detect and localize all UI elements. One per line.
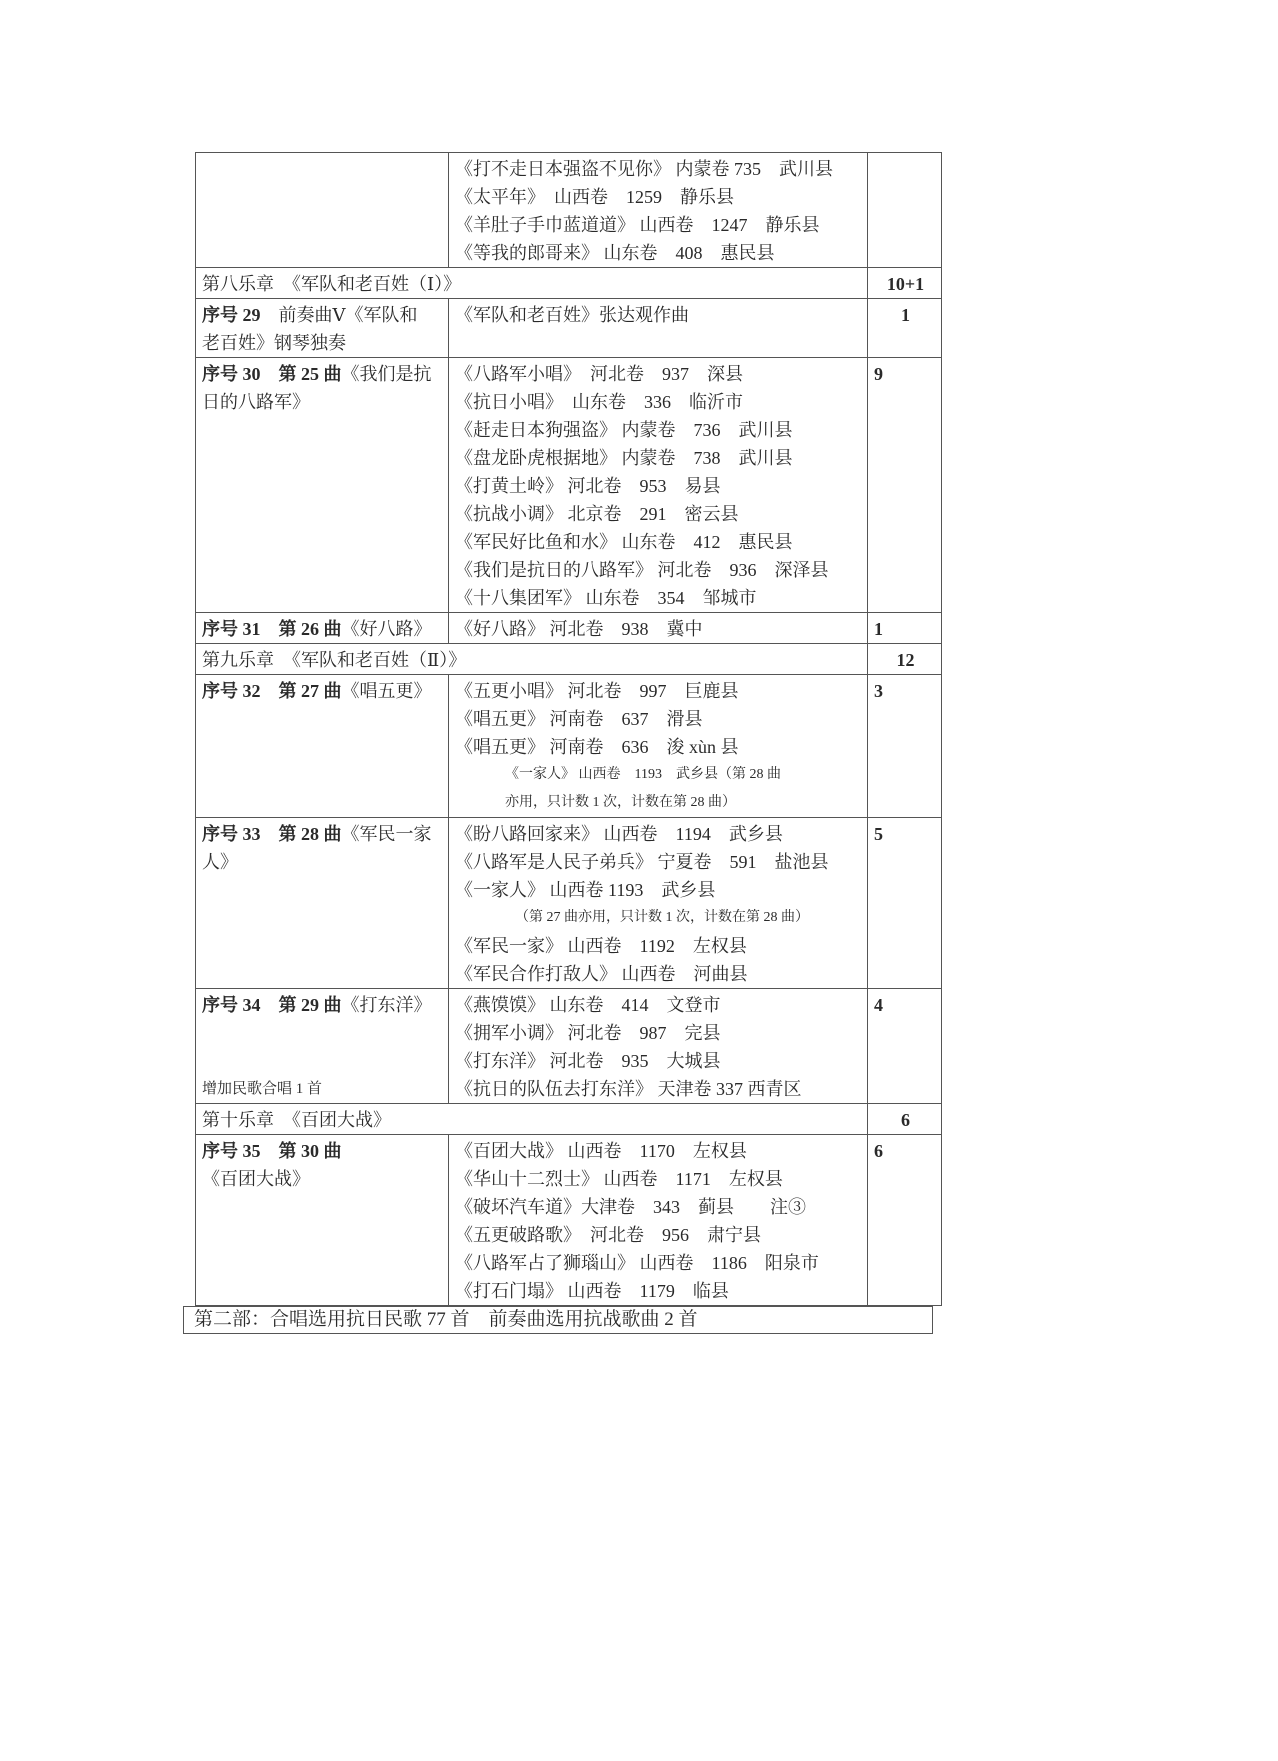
song-entry: 《军民一家》 山西卷 1192 左权县 bbox=[455, 936, 747, 956]
song-count: 3 bbox=[868, 675, 942, 818]
song-count: 12 bbox=[868, 644, 942, 675]
table-row bbox=[196, 153, 942, 268]
songs-cell bbox=[449, 299, 868, 358]
section-label: 序号 33 第 28 曲《军民一家 bbox=[202, 824, 432, 844]
section-label: 人》 bbox=[202, 852, 238, 872]
song-entry: 《羊肚子手巾蓝道道》 山西卷 1247 静乐县 bbox=[455, 215, 820, 235]
section-label: 序号 34 第 29 曲《打东洋》 bbox=[202, 995, 432, 1015]
songs-cell bbox=[449, 153, 868, 268]
section-cell bbox=[196, 818, 449, 989]
song-entry: 《打不走日本强盗不见你》 内蒙卷 735 武川县 bbox=[455, 159, 833, 179]
songs-cell bbox=[449, 613, 868, 644]
song-entry: 《抗日小唱》 山东卷 336 临沂市 bbox=[455, 392, 743, 412]
song-entry: 《抗日的队伍去打东洋》 天津卷 337 西青区 bbox=[455, 1079, 802, 1099]
song-count: 1 bbox=[868, 299, 942, 358]
section-label: 日的八路军》 bbox=[202, 392, 310, 412]
section-cell bbox=[196, 989, 449, 1104]
song-entry: 《盘龙卧虎根据地》 内蒙卷 738 武川县 bbox=[455, 448, 793, 468]
song-entry: 《八路军占了狮瑙山》 山西卷 1186 阳泉市 bbox=[455, 1253, 819, 1273]
section-label: 老百姓》钢琴独奏 bbox=[202, 333, 346, 353]
section-cell bbox=[196, 358, 449, 613]
song-entry: 《好八路》 河北卷 938 冀中 bbox=[455, 619, 703, 639]
song-note: 亦用，只计数 1 次，计数在第 28 曲） bbox=[505, 795, 736, 810]
song-entry: 《我们是抗日的八路军》 河北卷 936 深泽县 bbox=[455, 560, 829, 580]
songs-cell bbox=[449, 675, 868, 818]
song-entry: 《一家人》 山西卷 1193 武乡县 bbox=[455, 880, 716, 900]
chapter-row bbox=[196, 644, 942, 675]
song-entry: 《打石门塌》 山西卷 1179 临县 bbox=[455, 1281, 729, 1301]
chapter-title: 第十乐章 《百团大战》 bbox=[196, 1104, 868, 1135]
song-entry: 《太平年》 山西卷 1259 静乐县 bbox=[455, 187, 734, 207]
chapter-row bbox=[196, 1104, 942, 1135]
song-entry: 《百团大战》 山西卷 1170 左权县 bbox=[455, 1141, 747, 1161]
songs-cell bbox=[449, 1135, 868, 1306]
table-row bbox=[196, 989, 942, 1104]
song-count bbox=[868, 153, 942, 268]
section-cell bbox=[196, 1135, 449, 1306]
section-label: 序号 30 第 25 曲《我们是抗 bbox=[202, 364, 432, 384]
table-row bbox=[196, 299, 942, 358]
section-cell bbox=[196, 299, 449, 358]
songs-cell bbox=[449, 358, 868, 613]
song-entry: 《军民好比鱼和水》 山东卷 412 惠民县 bbox=[455, 532, 793, 552]
section-note: 增加民歌合唱 1 首 bbox=[202, 1081, 323, 1097]
section-cell bbox=[196, 613, 449, 644]
song-entry: 《等我的郎哥来》 山东卷 408 惠民县 bbox=[455, 243, 775, 263]
song-entry: 《八路军是人民子弟兵》 宁夏卷 591 盐池县 bbox=[455, 852, 829, 872]
song-count: 6 bbox=[868, 1104, 942, 1135]
song-count: 5 bbox=[868, 818, 942, 989]
section-label: 序号 35 第 30 曲《百团大战》 bbox=[202, 1141, 342, 1189]
table-row bbox=[196, 1135, 942, 1306]
song-count: 10+1 bbox=[868, 268, 942, 299]
song-entry: 《五更小唱》 河北卷 997 巨鹿县 bbox=[455, 681, 739, 701]
song-count: 4 bbox=[868, 989, 942, 1104]
song-entry: 《燕馍馍》 山东卷 414 文登市 bbox=[455, 995, 721, 1015]
song-note: （第 27 曲亦用，只计数 1 次，计数在第 28 曲） bbox=[515, 910, 809, 925]
table-row bbox=[196, 613, 942, 644]
chapter-row bbox=[196, 268, 942, 299]
table-row bbox=[196, 818, 942, 989]
song-entry: 《打东洋》 河北卷 935 大城县 bbox=[455, 1051, 721, 1071]
song-table bbox=[195, 152, 942, 1306]
section-cell bbox=[196, 675, 449, 818]
chapter-title: 第八乐章 《军队和老百姓（Ⅰ）》 bbox=[196, 268, 868, 299]
song-entry: 《赶走日本狗强盗》 内蒙卷 736 武川县 bbox=[455, 420, 793, 440]
songs-cell bbox=[449, 989, 868, 1104]
song-count: 6 bbox=[868, 1135, 942, 1306]
section-label: 序号 29 前奏曲Ⅴ《军队和 bbox=[202, 305, 418, 325]
table-row bbox=[196, 358, 942, 613]
song-entry: 《抗战小调》 北京卷 291 密云县 bbox=[455, 504, 739, 524]
song-count: 9 bbox=[868, 358, 942, 613]
section-cell bbox=[196, 153, 449, 268]
song-entry: 《军队和老百姓》张达观作曲 bbox=[455, 305, 689, 325]
song-entry: 《军民合作打敌人》 山西卷 河曲县 bbox=[455, 964, 748, 984]
song-entry: 《拥军小调》 河北卷 987 完县 bbox=[455, 1023, 721, 1043]
song-entry: 《破坏汽车道》大津卷 343 蓟县 注③ bbox=[455, 1197, 806, 1217]
song-entry: 《五更破路歌》 河北卷 956 肃宁县 bbox=[455, 1225, 761, 1245]
summary-footer: 第二部：合唱选用抗日民歌 77 首 前奏曲选用抗战歌曲 2 首 bbox=[183, 1306, 933, 1334]
section-label: 序号 31 第 26 曲《好八路》 bbox=[202, 619, 432, 639]
song-entry: 《打黄土岭》 河北卷 953 易县 bbox=[455, 476, 721, 496]
song-note: 《一家人》 山西卷 1193 武乡县（第 28 曲 bbox=[505, 767, 781, 782]
song-count: 1 bbox=[868, 613, 942, 644]
song-entry: 《十八集团军》 山东卷 354 邹城市 bbox=[455, 588, 757, 608]
songs-cell bbox=[449, 818, 868, 989]
table-row bbox=[196, 675, 942, 818]
section-label: 序号 32 第 27 曲《唱五更》 bbox=[202, 681, 432, 701]
song-entry: 《唱五更》 河南卷 636 浚 xùn 县 bbox=[455, 737, 739, 757]
song-entry: 《华山十二烈士》 山西卷 1171 左权县 bbox=[455, 1169, 783, 1189]
chapter-title: 第九乐章 《军队和老百姓（Ⅱ）》 bbox=[196, 644, 868, 675]
song-entry: 《唱五更》 河南卷 637 滑县 bbox=[455, 709, 703, 729]
song-entry: 《八路军小唱》 河北卷 937 深县 bbox=[455, 364, 743, 384]
song-entry: 《盼八路回家来》 山西卷 1194 武乡县 bbox=[455, 824, 783, 844]
